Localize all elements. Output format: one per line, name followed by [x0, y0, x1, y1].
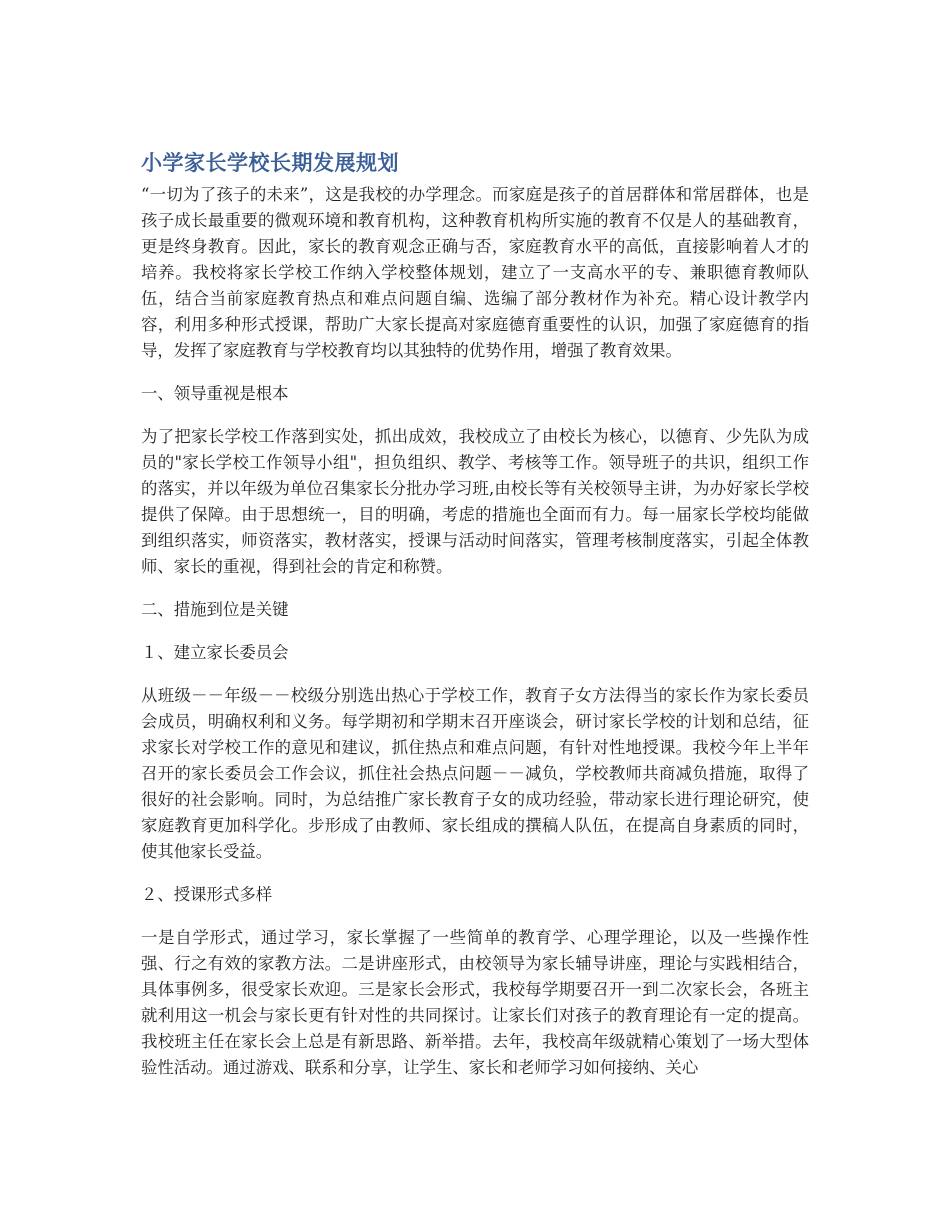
document-page: [141, 148, 809, 1081]
section-1-heading: 一、领导重视是根本: [141, 384, 289, 403]
subsection-2-paragraph: 一是自学形式，通过学习，家长掌握了一些简单的教育学、心理学理论，以及一些操作性强、行之有效的家教方法。二是讲座形式，由校领导为家长辅导讲座，理论与实践相结合，具体事例多，很受家长欢迎。三是家长会形式，我校每学期要召开一到二次家长会，各班主就利用这一机会与家长更有针对性的共同探讨。让家长们对孩子的教育理论有一定的提高。我校班主任在家长会上总是有新思路、新举措。去年，我校高年级就精心策划了一场大型体验性活动。通过游戏、联系和分享，让学生、家长和老师学习如何接纳、关心: [141, 928, 809, 1077]
section-2-heading: 二、措施到位是关键: [141, 600, 289, 619]
section-1-paragraph: 为了把家长学校工作落到实处，抓出成效，我校成立了由校长为核心，以德育、少先队为成员的"家长学校工作领导小组"，担负组织、教学、考核等工作。领导班子的共识，组织工作的落实，并以年级为单位召集家长分批办学习班,由校长等有关校领导主讲，为办好家长学校提供了保障。由于思想统一，目的明确，考虑的措施也全面而有力。每一届家长学校均能做到组织落实，师资落实，教材落实，授课与活动时间落实，管理考核制度落实，引起全体教师、家长的重视，得到社会的肯定和称赞。: [141, 427, 809, 576]
subsection-1-heading: １、建立家长委员会: [141, 643, 289, 662]
subsection-2-heading: ２、授课形式多样: [141, 885, 273, 904]
subsection-1-paragraph: 从班级－－年级－－校级分别选出热心于学校工作，教育子女方法得当的家长作为家长委员会成员，明确权利和义务。每学期初和学期末召开座谈会，研讨家长学校的计划和总结，征求家长对学校工作的意见和建议，抓住热点和难点问题，有针对性地授课。我校今年上半年召开的家长委员会工作会议，抓住社会热点问题－－减负，学校教师共商减负措施，取得了很好的社会影响。同时，为总结推广家长教育子女的成功经验，带动家长进行理论研究，使家庭教育更加科学化。步形成了由教师、家长组成的撰稿人队伍，在提高自身素质的同时，使其他家长受益。: [141, 686, 809, 861]
intro-paragraph: “一切为了孩子的未来”，这是我校的办学理念。而家庭是孩子的首居群体和常居群体，也是孩子成长最重要的微观环境和教育机构，这种教育机构所实施的教育不仅是人的基础教育，更是终身教育。因此，家长的教育观念正确与否，家庭教育水平的高低，直接影响着人才的培养。我校将家长学校工作纳入学校整体规划，建立了一支高水平的专、兼职德育教师队伍，结合当前家庭教育热点和难点问题自编、选编了部分教材作为补充。精心设计教学内容，利用多种形式授课，帮助广大家长提高对家庭德育重要性的认识，加强了家庭德育的指导，发挥了家庭教育与学校教育均以其独特的优势作用，增强了教育效果。: [141, 185, 809, 360]
document-title: 小学家长学校长期发展规划: [141, 151, 399, 175]
